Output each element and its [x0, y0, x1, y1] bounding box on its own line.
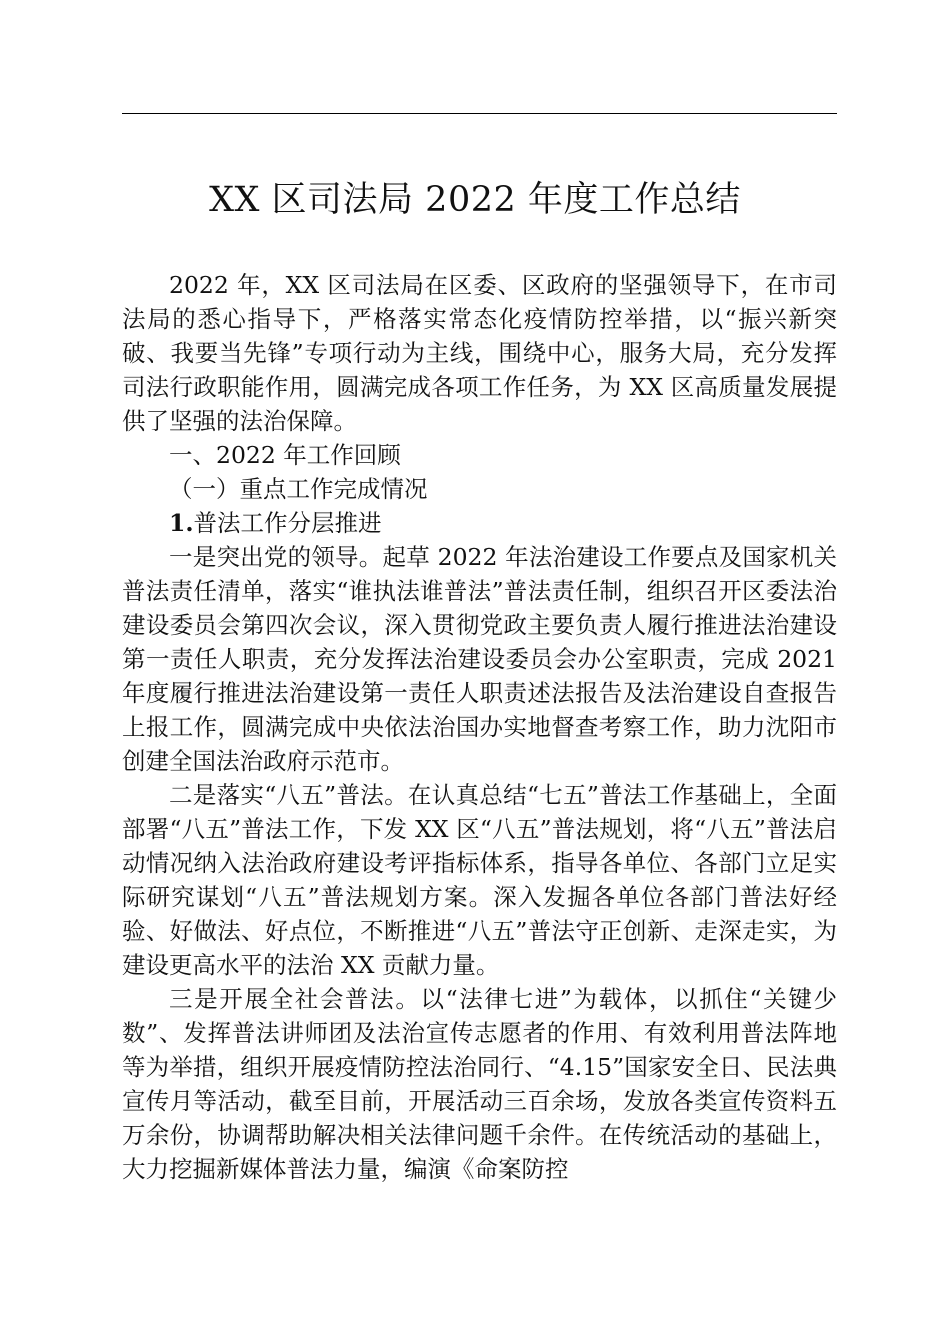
- item-heading-text: 普法工作分层推进: [193, 509, 382, 537]
- header-rule: [122, 113, 837, 114]
- item-heading: [122, 506, 837, 540]
- paragraph-eighth-five-year-plan: 二是落实“八五”普法。在认真总结“七五”普法工作基础上，全面部署“八五”普法工作，下发 XX 区“八五”普法规划，将“八五”普法启动情况纳入法治政府建设考评指标体系，指导各单位、各部门立足实际研究谋划“八五”普法规划方案。深入发掘各单位各部门普法好经验、好做法、好点位，不断推进“八五”普法守正创新、走深走实，为建设更高水平的法治 XX 贡献力量。: [122, 781, 837, 979]
- paragraph-party-leadership: 一是突出党的领导。起草 2022 年法治建设工作要点及国家机关普法责任清单，落实“谁执法谁普法”普法责任制，组织召开区委法治建设委员会第四次会议，深入贯彻党政主要负责人履行推进法治建设第一责任人职责，充分发挥法治建设委员会办公室职责，完成 2021 年度履行推进法治建设第一责任人职责述法报告及法治建设自查报告上报工作，圆满完成中央依法治国办实地督查考察工作，助力沈阳市创建全国法治政府示范市。: [122, 543, 837, 775]
- document-title: XX 区司法局 2022 年度工作总结: [209, 180, 741, 220]
- subsection-heading: （一）重点工作完成情况: [169, 475, 428, 503]
- intro-paragraph: 2022 年，XX 区司法局在区委、区政府的坚强领导下，在市司法局的悉心指导下，严格落实常态化疫情防控举措，以“振兴新突破、我要当先锋”专项行动为主线，围绕中心，服务大局，充分发挥司法行政职能作用，圆满完成各项工作任务，为 XX 区高质量发展提供了坚强的法治保障。: [122, 271, 837, 435]
- section-heading: 一、2022 年工作回顾: [169, 441, 401, 469]
- item-heading-number: 1.: [169, 509, 194, 537]
- paragraph-society-legal-education: 三是开展全社会普法。以“法律七进”为载体，以抓住“关键少数”、发挥普法讲师团及法治宣传志愿者的作用、有效利用普法阵地等为举措，组织开展疫情防控法治同行、“4.15”国家安全日、民法典宣传月等活动，截至目前，开展活动三百余场，发放各类宣传资料五万余份，协调帮助解决相关法律问题千余件。在传统活动的基础上，大力挖掘新媒体普法力量，编演《命案防控: [122, 985, 837, 1183]
- document-body: [122, 268, 837, 1186]
